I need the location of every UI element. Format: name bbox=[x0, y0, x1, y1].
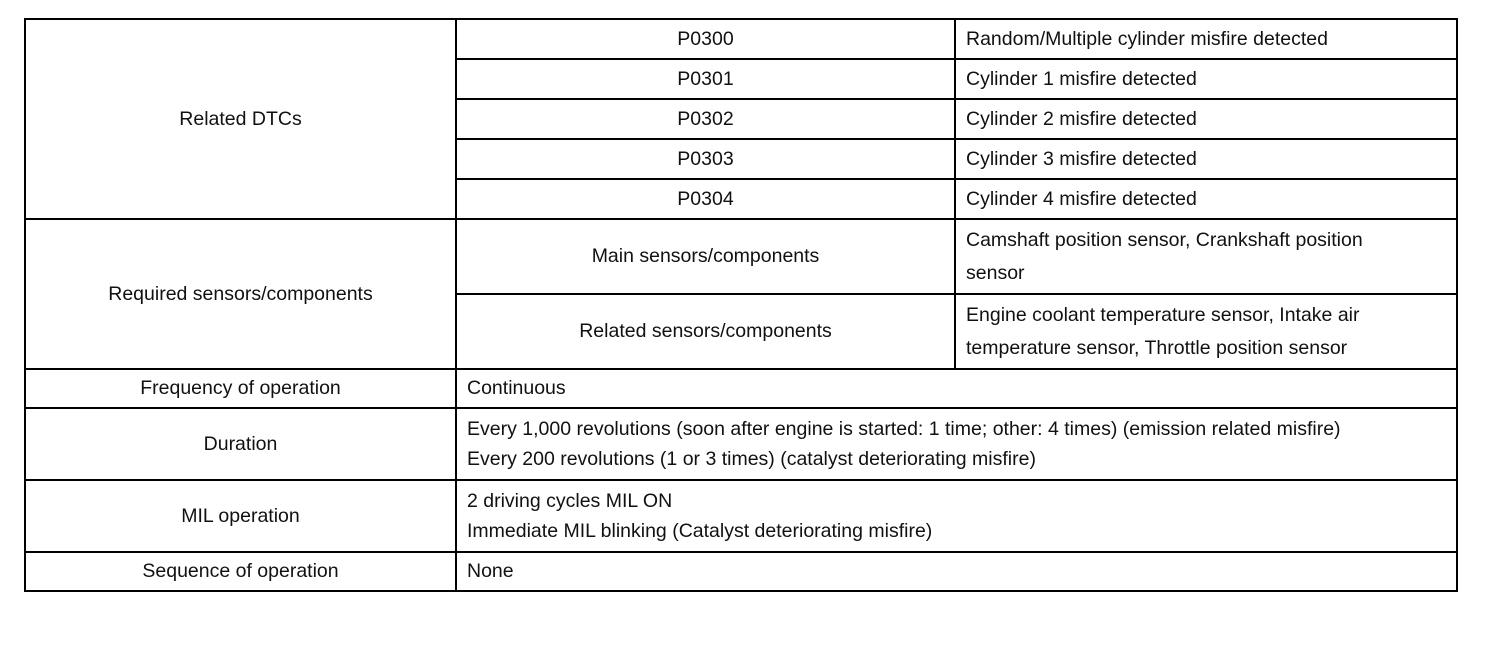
related-sensors-line: temperature sensor, Throttle position sensor bbox=[966, 336, 1348, 359]
duration-value bbox=[456, 408, 1457, 480]
duration-line: Every 200 revolutions (1 or 3 times) (catalyst deteriorating misfire) bbox=[467, 448, 1036, 470]
sequence-value: None bbox=[456, 552, 1457, 591]
dtc-description: Random/Multiple cylinder misfire detected bbox=[955, 19, 1457, 59]
dtc-code: P0300 bbox=[456, 19, 955, 59]
table-row bbox=[25, 408, 1457, 480]
main-sensors-line: Camshaft position sensor, Crankshaft position bbox=[966, 228, 1363, 251]
dtc-description: Cylinder 3 misfire detected bbox=[955, 139, 1457, 179]
related-dtcs-label: Related DTCs bbox=[25, 19, 456, 219]
related-sensors-label: Related sensors/components bbox=[456, 294, 955, 369]
frequency-label: Frequency of operation bbox=[25, 369, 456, 408]
table-row bbox=[25, 19, 1457, 59]
table-row bbox=[25, 552, 1457, 591]
main-sensors-line: sensor bbox=[966, 261, 1025, 284]
duration-line: Every 1,000 revolutions (soon after engine is started: 1 time; other: 4 times) (emission related misfire) bbox=[467, 418, 1341, 440]
dtc-description: Cylinder 2 misfire detected bbox=[955, 99, 1457, 139]
table-row bbox=[25, 480, 1457, 552]
sequence-label: Sequence of operation bbox=[25, 552, 456, 591]
dtc-description: Cylinder 1 misfire detected bbox=[955, 59, 1457, 99]
dtc-code: P0302 bbox=[456, 99, 955, 139]
dtc-code: P0304 bbox=[456, 179, 955, 219]
mil-operation-value bbox=[456, 480, 1457, 552]
dtc-code: P0303 bbox=[456, 139, 955, 179]
mil-operation-line: 2 driving cycles MIL ON bbox=[467, 490, 673, 512]
table-row bbox=[25, 219, 1457, 294]
main-sensors-value bbox=[955, 219, 1457, 294]
mil-operation-line: Immediate MIL blinking (Catalyst deteriorating misfire) bbox=[467, 520, 933, 542]
frequency-value: Continuous bbox=[456, 369, 1457, 408]
dtc-description: Cylinder 4 misfire detected bbox=[955, 179, 1457, 219]
dtc-code: P0301 bbox=[456, 59, 955, 99]
mil-operation-label: MIL operation bbox=[25, 480, 456, 552]
table-row bbox=[25, 369, 1457, 408]
related-sensors-value bbox=[955, 294, 1457, 369]
main-sensors-label: Main sensors/components bbox=[456, 219, 955, 294]
duration-label: Duration bbox=[25, 408, 456, 480]
related-sensors-line: Engine coolant temperature sensor, Intake air bbox=[966, 303, 1360, 326]
required-sensors-label: Required sensors/components bbox=[25, 219, 456, 369]
monitor-spec-table bbox=[24, 18, 1458, 592]
